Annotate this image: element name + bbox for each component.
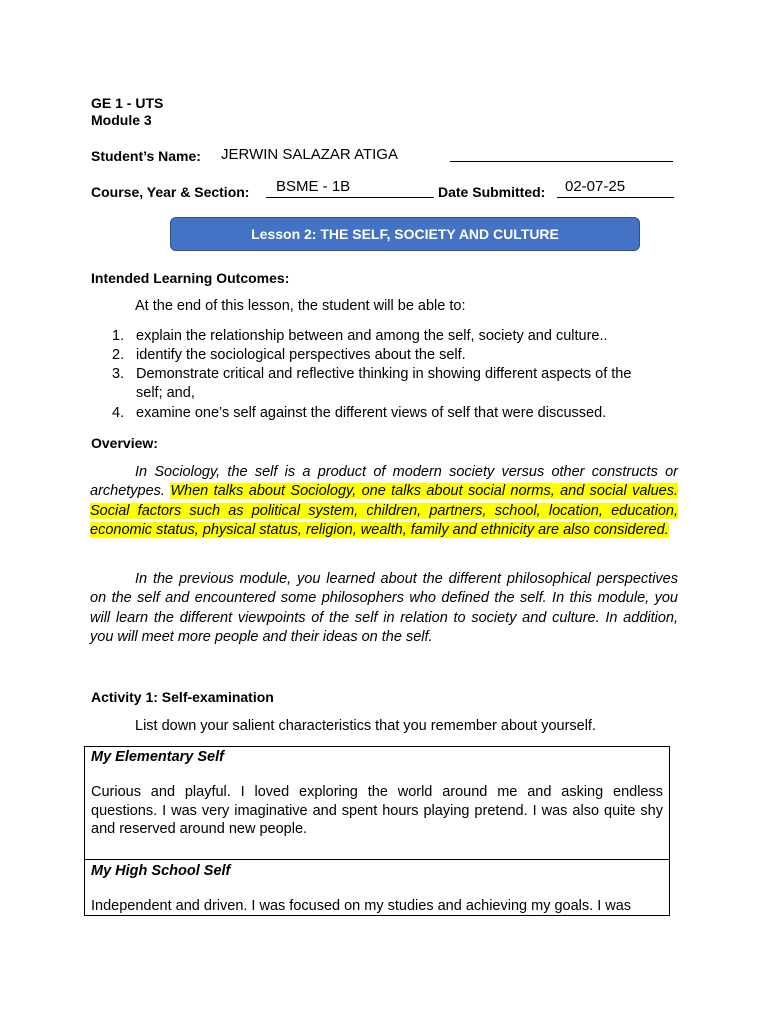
overview-highlighted-text: When talks about Sociology, one talks about social norms, and social values. Social factors such as political system, children, partners, school, location, education, economic status, physical status, religion, wealth, family and ethnicity are also considered. — [90, 483, 679, 538]
list-number: 4. — [112, 405, 125, 421]
activity-heading: Activity 1: Self-examination — [91, 689, 274, 705]
list-number: 2. — [112, 347, 125, 363]
list-number: 3. — [112, 366, 125, 382]
list-text: explain the relationship between and among the self, society and culture.. — [136, 328, 608, 344]
course-section-label: Course, Year & Section: — [91, 184, 250, 200]
activity-table — [84, 746, 670, 916]
overview-paragraph-1 — [90, 463, 678, 540]
student-name-underline — [450, 161, 673, 162]
module-label: Module 3 — [91, 112, 152, 128]
elementary-self-text[interactable]: Curious and playful. I loved exploring the world around me and asking endless questions. I was very imaginative and spent hours playing pretend. I was also quite shy and reserved around new people. — [91, 784, 663, 837]
list-text: identify the sociological perspectives about the self. — [136, 347, 466, 363]
date-submitted-underline — [557, 197, 674, 198]
high-school-self-text[interactable]: Independent and driven. I was focused on my studies and achieving my goals. I was — [91, 898, 632, 914]
activity-instruction: List down your salient characteristics that you remember about yourself. — [135, 718, 596, 734]
date-submitted-label: Date Submitted: — [438, 184, 546, 200]
student-name-value[interactable]: JERWIN SALAZAR ATIGA — [221, 146, 398, 163]
course-section-value[interactable]: BSME - 1B — [276, 178, 351, 195]
ilo-intro: At the end of this lesson, the student will be able to: — [135, 298, 466, 314]
course-code: GE 1 - UTS — [91, 95, 164, 111]
list-text: examine one’s self against the different views of self that were discussed. — [136, 405, 607, 421]
elementary-self-heading: My Elementary Self — [91, 749, 224, 765]
date-submitted-value[interactable]: 02-07-25 — [565, 178, 626, 195]
ilo-heading: Intended Learning Outcomes: — [91, 270, 290, 286]
overview-paragraph-2: In the previous module, you learned about the different philosophical perspectives on the self and encountered some philosophers who defined the self. In this module, you will learn the different viewpoints of the self in relation to society and culture. In addition, you will meet more people and their ideas on the self. — [90, 571, 678, 645]
list-text: Demonstrate critical and reflective thinking in showing different aspects of the self; and, — [136, 366, 632, 401]
lesson-title-banner: Lesson 2: THE SELF, SOCIETY AND CULTURE — [170, 217, 640, 251]
list-number: 1. — [112, 328, 125, 344]
overview-plain-text: In Sociology, the self is a product of modern society versus other constructs or archetypes. — [90, 464, 678, 500]
table-divider — [85, 859, 669, 860]
high-school-self-heading: My High School Self — [91, 863, 231, 879]
course-section-underline — [266, 197, 434, 198]
overview-heading: Overview: — [91, 435, 158, 451]
student-name-label: Student’s Name: — [91, 148, 201, 164]
